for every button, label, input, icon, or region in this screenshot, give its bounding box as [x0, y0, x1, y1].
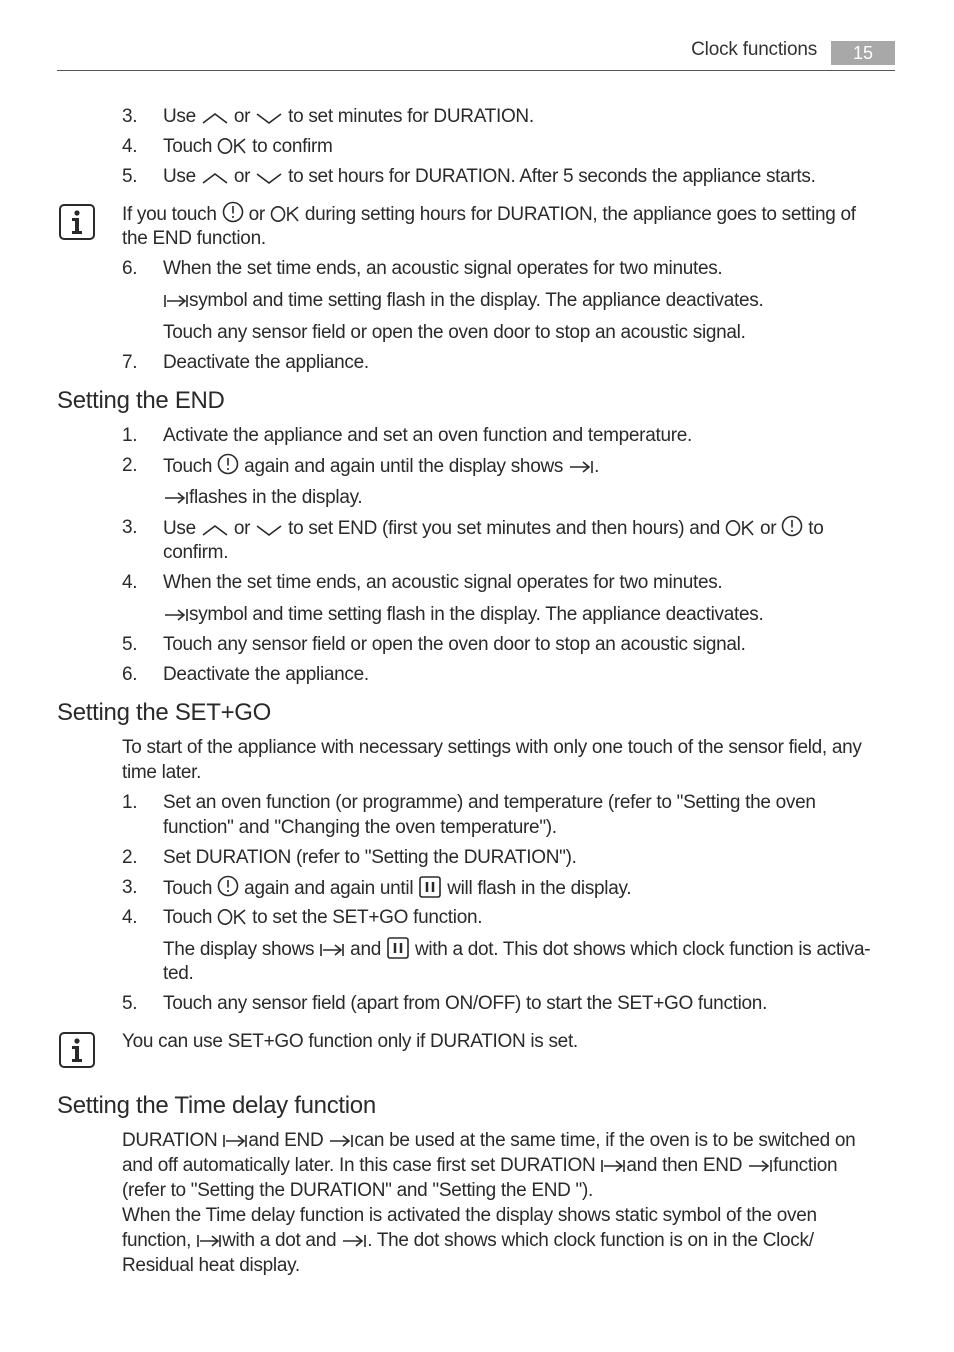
step-subtext-cont: ted. — [163, 963, 194, 984]
step-number: 5. — [122, 634, 138, 655]
section-heading-time-delay: Setting the Time delay function — [57, 1092, 376, 1119]
duration-icon — [319, 942, 345, 958]
step-text: Activate the appliance and set an oven function and temperature. — [163, 425, 692, 446]
end-icon — [163, 607, 189, 623]
ok-icon — [270, 205, 300, 223]
step-text: When the set time ends, an acoustic signal operates for two minutes. — [163, 572, 723, 593]
step-number: 6. — [122, 664, 138, 685]
pause-icon — [386, 936, 410, 960]
section-heading-setgo: Setting the SET+GO — [57, 699, 272, 726]
step-text: Use or to set minutes for DURATION. — [163, 106, 534, 127]
step-text-cont: confirm. — [163, 542, 229, 563]
clock-icon — [217, 453, 239, 475]
info-note: You can use SET+GO function only if DURATION is set. — [122, 1031, 578, 1052]
step-text: Set an oven function (or programme) and temperature (refer to "Setting the oven function" and "Changing the oven temperature"). — [163, 792, 816, 838]
ok-icon — [217, 137, 247, 155]
step-subtext: The display shows and with a dot. This dot shows which clock function is activa- — [163, 936, 893, 962]
end-icon — [341, 1233, 367, 1249]
section-heading-end: Setting the END — [57, 387, 225, 414]
step-text: Touch to set the SET+GO function. — [163, 907, 483, 928]
step-number: 1. — [122, 425, 138, 446]
info-icon — [59, 1032, 95, 1068]
end-icon — [328, 1133, 354, 1149]
step-subtext: Touch any sensor field or open the oven door to stop an acoustic signal. — [163, 322, 746, 343]
duration-icon — [196, 1233, 222, 1249]
step-number: 2. — [122, 455, 138, 476]
step-number: 3. — [122, 517, 138, 538]
step-text: Touch any sensor field (apart from ON/OFF) to start the SET+GO function. — [163, 993, 768, 1014]
ok-icon — [217, 908, 247, 926]
delay-line: DURATION and END can be used at the same time, if the oven is to be switched on — [122, 1130, 856, 1151]
step-subtext: symbol and time setting flash in the display. The appliance deactivates. — [163, 602, 893, 627]
duration-icon — [163, 293, 189, 309]
step-number: 4. — [122, 572, 138, 593]
up-arrow-icon — [201, 171, 229, 185]
step-text: When the set time ends, an acoustic signal operates for two minutes. — [163, 258, 723, 279]
step-text: Set DURATION (refer to "Setting the DURATION"). — [163, 847, 577, 868]
step-number: 3. — [122, 877, 138, 898]
header-rule — [57, 70, 895, 71]
end-icon — [568, 459, 594, 475]
step-number: 4. — [122, 907, 138, 928]
info-note: If you touch or during setting hours for DURATION, the appliance goes to setting of — [122, 201, 894, 227]
end-icon — [163, 490, 189, 506]
up-arrow-icon — [201, 523, 229, 537]
page-number: 15 — [831, 41, 895, 65]
info-icon — [59, 204, 95, 240]
step-number: 5. — [122, 166, 138, 187]
step-number: 5. — [122, 993, 138, 1014]
step-number: 4. — [122, 136, 138, 157]
clock-icon — [222, 201, 244, 223]
pause-icon — [418, 875, 442, 899]
step-number: 7. — [122, 352, 138, 373]
step-text: Deactivate the appliance. — [163, 664, 369, 685]
down-arrow-icon — [255, 111, 283, 125]
down-arrow-icon — [255, 171, 283, 185]
down-arrow-icon — [255, 523, 283, 537]
delay-line: When the Time delay function is activated the display shows static symbol of the oven — [122, 1205, 817, 1226]
step-subtext: flashes in the display. — [163, 485, 893, 510]
step-number: 1. — [122, 792, 138, 813]
step-number: 6. — [122, 258, 138, 279]
up-arrow-icon — [201, 111, 229, 125]
step-text: Touch again and again until will flash in the display. — [163, 875, 893, 901]
clock-icon — [217, 875, 239, 897]
step-number: 3. — [122, 106, 138, 127]
step-text: Touch again and again until the display shows . — [163, 453, 893, 479]
clock-icon — [781, 515, 803, 537]
step-text: Use or to set hours for DURATION. After 5 seconds the appliance starts. — [163, 166, 816, 187]
step-text: Touch any sensor field or open the oven door to stop an acoustic signal. — [163, 634, 746, 655]
delay-line: Residual heat display. — [122, 1255, 300, 1276]
delay-line: and off automatically later. In this case first set DURATION and then END function — [122, 1155, 838, 1176]
step-text: Touch to confirm — [163, 136, 333, 157]
header-section-title: Clock functions — [691, 39, 817, 60]
step-number: 2. — [122, 847, 138, 868]
step-text: Deactivate the appliance. — [163, 352, 369, 373]
delay-line: function, with a dot and . The dot shows which clock function is on in the Clock/ — [122, 1230, 814, 1251]
delay-line: (refer to "Setting the DURATION" and "Setting the END "). — [122, 1180, 593, 1201]
duration-icon — [222, 1133, 248, 1149]
step-text: Use or to set END (first you set minutes and then hours) and or to — [163, 515, 893, 541]
end-icon — [747, 1158, 773, 1174]
info-note-cont: the END function. — [122, 228, 266, 249]
duration-icon — [600, 1158, 626, 1174]
setgo-intro: To start of the appliance with necessary settings with only one touch of the sensor field, any time later. — [122, 737, 862, 783]
step-subtext: symbol and time setting flash in the display. The appliance deactivates. — [163, 288, 893, 313]
ok-icon — [725, 519, 755, 537]
